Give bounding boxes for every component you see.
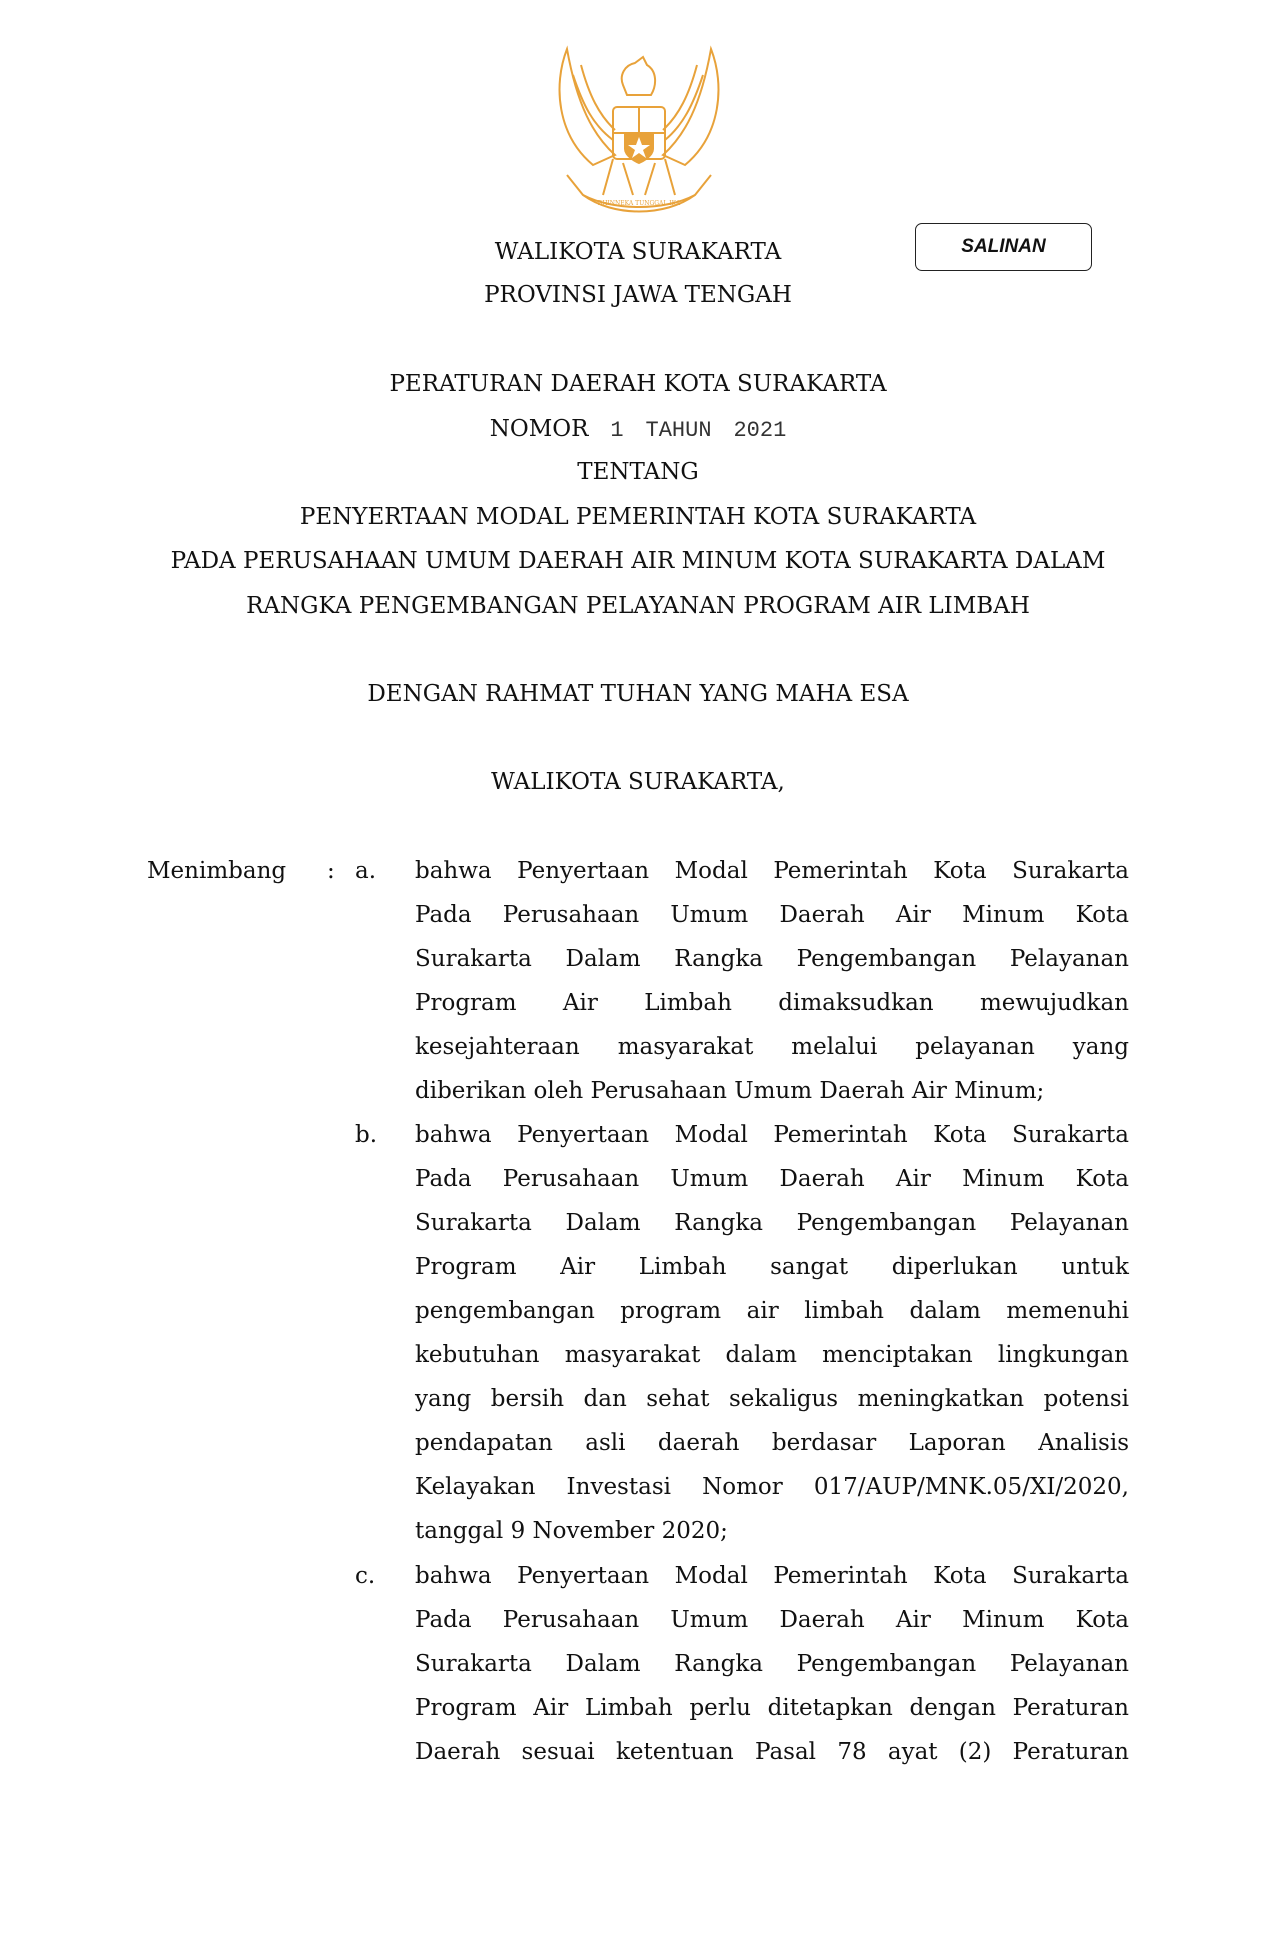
menimbang-label: Menimbang bbox=[147, 858, 287, 884]
text-line: Pada Perusahaan Umum Daerah Air Minum Kota bbox=[415, 902, 1129, 928]
item-text bbox=[415, 1561, 1129, 1781]
salinan-label: SALINAN bbox=[961, 236, 1046, 257]
province-heading: PROVINSI JAWA TENGAH bbox=[484, 282, 792, 308]
item-text bbox=[415, 1120, 1129, 1560]
text-line: Pada Perusahaan Umum Daerah Air Minum Kota bbox=[415, 1166, 1129, 1192]
garuda-emblem bbox=[553, 45, 725, 227]
text-line: pendapatan asli daerah berdasar Laporan Analisis bbox=[415, 1430, 1129, 1456]
text-line: Daerah sesuai ketentuan Pasal 78 ayat (2) Peraturan bbox=[415, 1739, 1129, 1765]
text-line: Surakarta Dalam Rangka Pengembangan Pelayanan bbox=[415, 1210, 1129, 1236]
blessing-line: DENGAN RAHMAT TUHAN YANG MAHA ESA bbox=[367, 681, 909, 707]
item-letter: b. bbox=[355, 1122, 378, 1148]
menimbang-colon: : bbox=[327, 858, 335, 884]
text-line: Program Air Limbah perlu ditetapkan dengan Peraturan bbox=[415, 1695, 1129, 1721]
tahun-value: 2021 bbox=[733, 418, 787, 443]
text-line: bahwa Penyertaan Modal Pemerintah Kota Surakarta bbox=[415, 858, 1129, 884]
text-line: kebutuhan masyarakat dalam menciptakan lingkungan bbox=[415, 1342, 1129, 1368]
text-line: diberikan oleh Perusahaan Umum Daerah Air Minum; bbox=[415, 1078, 1045, 1104]
item-letter: c. bbox=[355, 1563, 376, 1589]
tentang-heading: TENTANG bbox=[577, 459, 699, 485]
subject-line-3: RANGKA PENGEMBANGAN PELAYANAN PROGRAM AIR LIMBAH bbox=[246, 593, 1030, 619]
text-line: Program Air Limbah sangat diperlukan untuk bbox=[415, 1254, 1129, 1280]
text-line: Surakarta Dalam Rangka Pengembangan Pelayanan bbox=[415, 1651, 1129, 1677]
item-letter: a. bbox=[355, 858, 377, 884]
text-line: Surakarta Dalam Rangka Pengembangan Pelayanan bbox=[415, 946, 1129, 972]
issuer-line: WALIKOTA SURAKARTA, bbox=[491, 769, 785, 795]
regulation-title: PERATURAN DAERAH KOTA SURAKARTA bbox=[389, 371, 887, 397]
tahun-label: TAHUN bbox=[645, 418, 712, 443]
emblem-motto: BHINNEKA TUNGGAL IKA bbox=[597, 200, 681, 207]
text-line: yang bersih dan sehat sekaligus meningkatkan potensi bbox=[415, 1386, 1129, 1412]
subject-line-2: PADA PERUSAHAAN UMUM DAERAH AIR MINUM KOTA SURAKARTA DALAM bbox=[170, 548, 1106, 574]
nomor-value: 1 bbox=[610, 418, 624, 443]
issuer-heading: WALIKOTA SURAKARTA bbox=[494, 239, 782, 265]
text-line: kesejahteraan masyarakat melalui pelayanan yang bbox=[415, 1034, 1129, 1060]
subject-line-1: PENYERTAAN MODAL PEMERINTAH KOTA SURAKARTA bbox=[299, 504, 977, 530]
nomor-label: NOMOR bbox=[489, 416, 589, 442]
text-line: tanggal 9 November 2020; bbox=[415, 1518, 728, 1544]
text-line: bahwa Penyertaan Modal Pemerintah Kota Surakarta bbox=[415, 1122, 1129, 1148]
item-text bbox=[415, 856, 1129, 1120]
text-line: Pada Perusahaan Umum Daerah Air Minum Kota bbox=[415, 1607, 1129, 1633]
regulation-number bbox=[0, 414, 1276, 446]
text-line: Program Air Limbah dimaksudkan mewujudkan bbox=[415, 990, 1129, 1016]
text-line: Kelayakan Investasi Nomor 017/AUP/MNK.05/XI/2020, bbox=[415, 1474, 1129, 1500]
text-line: bahwa Penyertaan Modal Pemerintah Kota Surakarta bbox=[415, 1563, 1129, 1589]
text-line: pengembangan program air limbah dalam memenuhi bbox=[415, 1298, 1129, 1324]
